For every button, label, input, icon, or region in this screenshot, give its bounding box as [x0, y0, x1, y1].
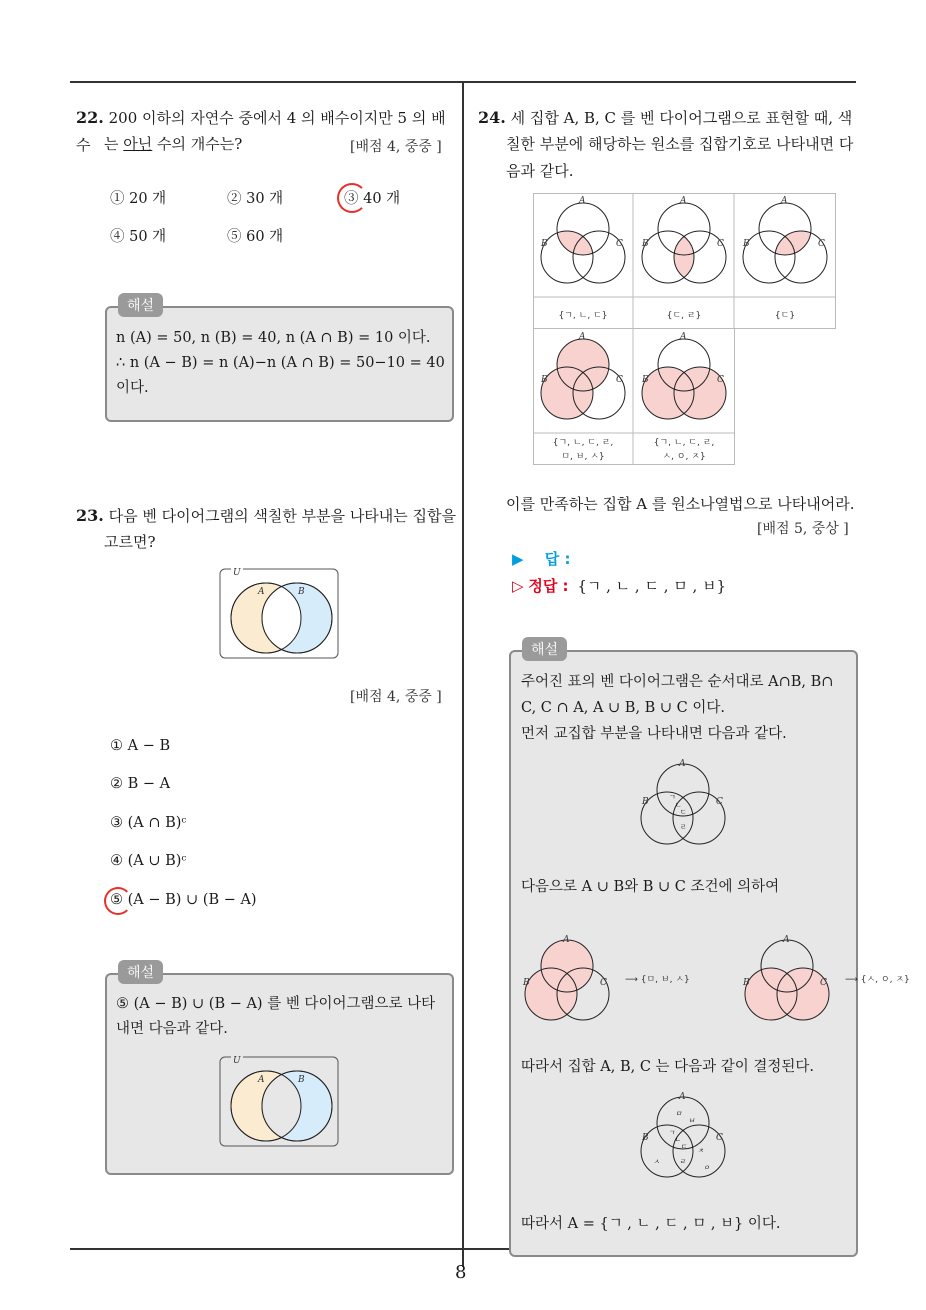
q24-answer-row — [512, 548, 571, 569]
q23-selected-marker-icon — [104, 887, 132, 915]
q24-final-r4: ㄴ — [674, 1136, 681, 1144]
q24-question — [478, 104, 863, 132]
q24-sol-venn-union-ab — [517, 933, 617, 1033]
q24-cell5-a: A — [680, 332, 687, 342]
q23-solution-text — [116, 992, 435, 1042]
q23-sol-venn-u-label: U — [233, 1056, 241, 1066]
q24-venn-table — [533, 193, 837, 469]
q24-venn-i-c: C — [716, 797, 723, 807]
q23-number: 23. — [76, 506, 104, 525]
q23-sol-venn-b-label: B — [298, 1075, 305, 1085]
q24-sol-venn-final — [633, 1090, 733, 1186]
q23-venn-diagram — [218, 567, 340, 661]
q22-solution-tag: 해설 — [118, 293, 163, 317]
q24-final-r3: ㄱ — [668, 1129, 675, 1137]
q24-sol-line6: 따라서 A = {ㄱ , ㄴ , ㄷ , ㅁ , ㅂ} 이다. — [521, 1216, 781, 1232]
q22-line1: 200 이하의 자연수 중에서 4 의 배수이지만 5 의 배수 — [76, 109, 446, 154]
q24-region-3: ㄷ — [680, 808, 687, 816]
q24-venn-cell-4 — [540, 332, 625, 419]
q24-final-r6: ㅈ — [697, 1147, 704, 1155]
q23-venn-u-label: U — [233, 568, 241, 578]
q22-sol-line-2: ∴ n (A − B) = n (A)−n (A ∩ B) = 50−10 = 40 — [116, 355, 445, 371]
q24-cell4-a: A — [579, 332, 586, 342]
q24-sol-venn-intersections — [633, 757, 733, 853]
q23-question — [76, 502, 461, 530]
q24-cell3-b: B — [743, 239, 750, 249]
q24-sol-venn-union-bc — [737, 933, 837, 1033]
q24-line3: 음과 같다. — [506, 162, 574, 180]
q23-line1: 다음 벤 다이어그램의 색칠한 부분을 나타내는 집합을 — [108, 507, 457, 525]
q24-sol-line4: 다음으로 A ∪ B와 B ∪ C 조건에 의하여 — [521, 879, 780, 895]
q24-correct-label: 정답 : — [528, 577, 569, 595]
q22-choice-5[interactable]: ⑤ 60 개 — [227, 229, 284, 245]
q24-cell1-c: C — [616, 239, 623, 249]
q23-choice-1[interactable]: ① A − B — [110, 738, 171, 754]
q22-sol-line-3: 이다. — [116, 380, 149, 396]
q23-solution-tag: 해설 — [118, 960, 163, 984]
q24-final-r7: ㅅ — [653, 1158, 660, 1166]
q24-caption-5: {ㄱ, ㄴ, ㄷ, ㄹ, ㅅ, ㅇ, ㅈ} — [653, 438, 715, 462]
q22-solution-text — [116, 326, 445, 401]
q24-cell5-c: C — [717, 375, 724, 385]
answer-play-icon: ▶ — [512, 550, 524, 568]
q22-underlined: 아닌 — [123, 135, 153, 153]
q23-venn-b-label: B — [298, 587, 305, 597]
q23-score: [배점 4, 중중 ] — [350, 689, 442, 705]
q22-selected-marker-icon — [337, 183, 367, 213]
q24-line2: 칠한 부분에 해당하는 원소를 집합기호로 나타내면 다 — [506, 135, 854, 153]
q24-region-1: ㄱ — [669, 793, 676, 801]
q22-choice-3[interactable]: ③ 40 개 — [344, 191, 401, 207]
q24-final-r2: ㅂ — [688, 1117, 695, 1125]
q24-prompt: 이를 만족하는 집합 A 를 원소나열법으로 나타내어라. — [506, 495, 855, 513]
q24-union2-c: C — [820, 978, 827, 988]
q24-arrow-text-1: ⟶ {ㅁ, ㅂ, ㅅ} — [625, 975, 690, 985]
q23-sol-line-2: 내면 다음과 같다. — [116, 1021, 228, 1037]
q24-number: 24. — [478, 108, 506, 127]
q23-sol-venn-a-label: A — [258, 1075, 265, 1085]
q24-caption-2: {ㄷ, ㄹ} — [666, 311, 702, 321]
q24-venn-cell-3 — [742, 196, 827, 283]
q22-sol-line-1: n (A) = 50, n (B) = 40, n (A ∩ B) = 10 이다. — [116, 330, 431, 346]
q24-sol-line5: 따라서 집합 A, B, C 는 다음과 같이 결정된다. — [521, 1059, 815, 1075]
correct-play-icon: ▷ — [512, 577, 524, 595]
q23-choice-3[interactable]: ③ (A ∩ B)ᶜ — [110, 815, 187, 831]
q24-correct-row — [512, 575, 726, 596]
q24-venn-i-b: B — [642, 797, 649, 807]
q24-final-c: C — [716, 1133, 723, 1143]
q24-region-4: ㄹ — [680, 823, 687, 831]
q24-cell3-a: A — [781, 196, 788, 206]
q24-correct-answer: {ㄱ , ㄴ , ㄷ , ㅁ , ㅂ} — [577, 577, 727, 595]
q24-caption-1: {ㄱ, ㄴ, ㄷ} — [558, 311, 608, 321]
q24-cell2-c: C — [717, 239, 724, 249]
q24-answer-label: 답 : — [544, 550, 571, 568]
q22-line2-pre: 는 — [104, 135, 124, 153]
q22-choice-1[interactable]: ① 20 개 — [110, 191, 167, 207]
q24-cell4-b: B — [541, 375, 548, 385]
q24-venn-i-a: A — [679, 759, 686, 769]
q24-cell5-b: B — [642, 375, 649, 385]
q23-choice-4[interactable]: ④ (A ∪ B)ᶜ — [110, 853, 187, 869]
q24-sol-line1: 주어진 표의 벤 다이어그램은 순서대로 A∩B, B∩ — [521, 674, 834, 690]
q23-choice-5[interactable]: ⑤ (A − B) ∪ (B − A) — [110, 892, 257, 908]
q24-sol-line3: 먼저 교집합 부분을 나타내면 다음과 같다. — [521, 726, 787, 742]
q24-venn-cell-5 — [641, 332, 726, 419]
q24-final-r1: ㅁ — [675, 1110, 682, 1118]
column-divider — [462, 81, 464, 1267]
q24-cell3-c: C — [818, 239, 825, 249]
page-number: 8 — [455, 1262, 467, 1283]
q24-cell2-a: A — [680, 196, 687, 206]
q24-line1: 세 집합 A, B, C 를 벤 다이어그램으로 표현할 때, 색 — [510, 109, 853, 127]
q22-score: [배점 4, 중중 ] — [350, 139, 442, 155]
q24-final-r5: ㄷ — [680, 1143, 687, 1151]
q24-sol-line2: C, C ∩ A, A ∪ B, B ∪ C 이다. — [521, 700, 726, 716]
q24-cell1-b: B — [541, 239, 548, 249]
q23-choice-2[interactable]: ② B − A — [110, 776, 171, 792]
q24-caption-3: {ㄷ} — [774, 311, 796, 321]
q24-solution-tag: 해설 — [522, 637, 567, 661]
q24-venn-cell-2 — [641, 196, 726, 283]
q24-score: [배점 5, 중상 ] — [757, 521, 849, 537]
q24-final-r8: ㄹ — [679, 1158, 686, 1166]
q24-cell4-c: C — [616, 375, 623, 385]
q22-line2-post: 수의 개수는? — [152, 135, 243, 153]
q22-line2 — [104, 131, 242, 158]
q24-final-r9: ㅇ — [703, 1164, 710, 1172]
q24-venn-cell-1 — [540, 196, 625, 283]
q24-union1-b: B — [523, 978, 530, 988]
q24-union1-c: C — [600, 978, 607, 988]
q22-choice-2[interactable]: ② 30 개 — [227, 191, 284, 207]
q22-choice-4[interactable]: ④ 50 개 — [110, 229, 167, 245]
q23-line2: 고르면? — [104, 533, 156, 551]
q24-final-a: A — [679, 1092, 686, 1102]
q24-region-2: ㄴ — [675, 801, 682, 809]
q24-caption-4: {ㄱ, ㄴ, ㄷ, ㄹ, ㅁ, ㅂ, ㅅ} — [552, 438, 614, 462]
q24-cell1-a: A — [579, 196, 586, 206]
q24-final-b: B — [642, 1133, 649, 1143]
q24-union2-a: A — [783, 935, 790, 945]
q24-cell2-b: B — [642, 239, 649, 249]
q24-union2-b: B — [743, 978, 750, 988]
q23-solution-venn — [218, 1055, 340, 1149]
q24-union1-a: A — [563, 935, 570, 945]
q22-number: 22. — [76, 108, 104, 127]
q24-arrow-text-2: ⟶ {ㅅ, ㅇ, ㅈ} — [845, 975, 910, 985]
q23-venn-a-label: A — [258, 587, 265, 597]
q23-sol-line-1: ⑤ (A − B) ∪ (B − A) 를 벤 다이어그램으로 나타 — [116, 996, 436, 1012]
